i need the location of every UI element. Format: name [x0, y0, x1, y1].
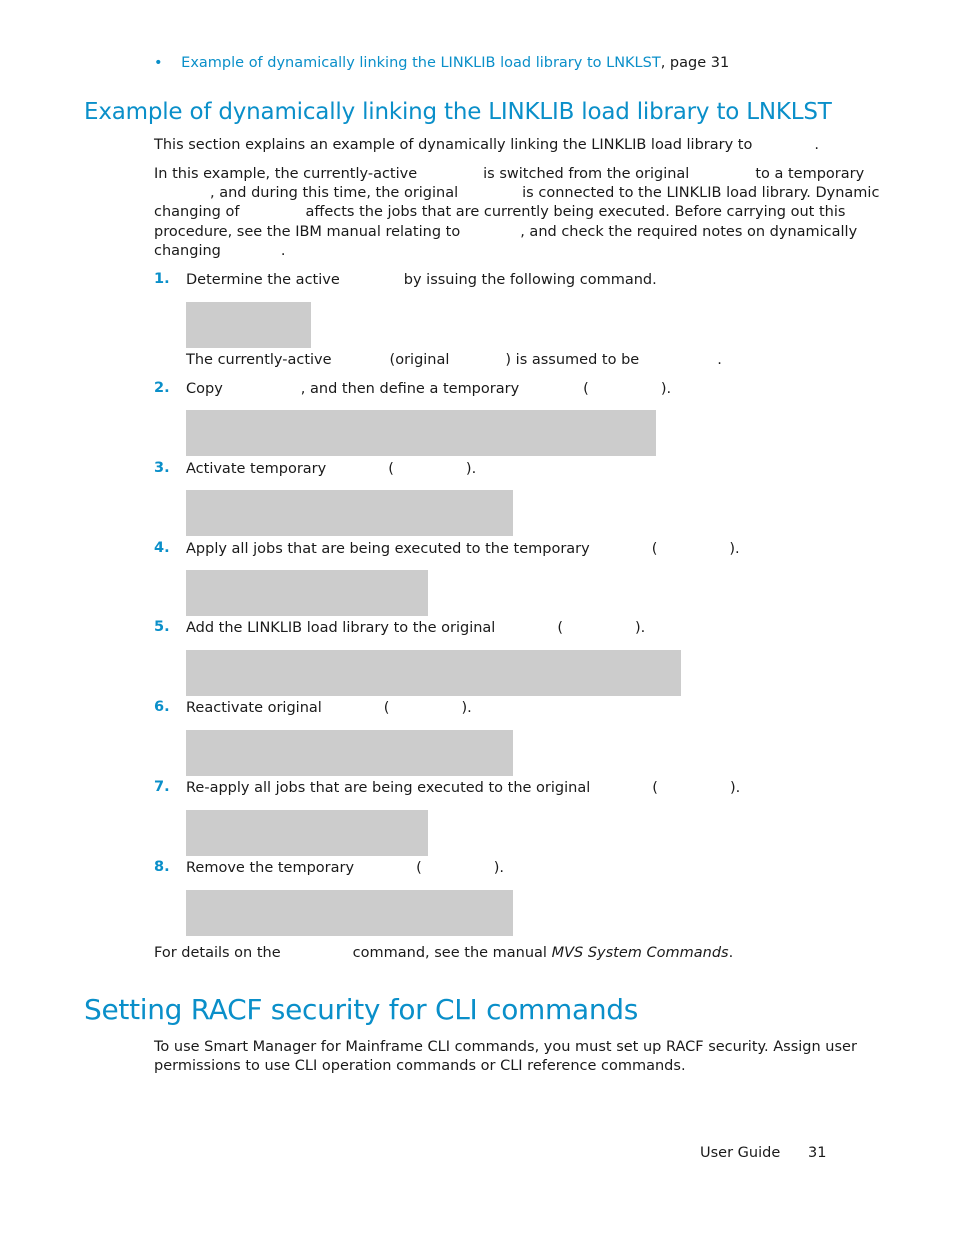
step-number: 4.: [154, 540, 170, 556]
step-text: (: [557, 620, 564, 636]
step-text: Activate temporary: [186, 461, 327, 477]
step-text: ).: [729, 541, 740, 557]
step-4-text: [186, 540, 740, 559]
step-text: ).: [461, 700, 472, 716]
code-block: [186, 570, 428, 616]
step-text: Copy: [186, 381, 223, 397]
para2-line3: [154, 203, 845, 222]
toc-page-ref: , page 31: [660, 55, 730, 71]
para2-line2: [154, 184, 879, 203]
para2-text: , and during this time, the original: [210, 185, 459, 201]
manual-title: MVS System Commands: [551, 945, 729, 961]
para2-text: changing of: [154, 204, 240, 220]
section-heading-racf: Setting RACF security for CLI commands: [84, 993, 639, 1026]
step-text: ).: [465, 461, 477, 477]
intro-paragraph: [154, 136, 819, 155]
para2-line1: [154, 165, 864, 184]
racf-line2: permissions to use CLI operation commands or CLI reference commands.: [154, 1058, 686, 1074]
details-paragraph: [154, 944, 733, 963]
step-text: ) is assumed to be: [505, 352, 640, 368]
step-number: 1.: [154, 271, 170, 287]
step-text: (: [583, 381, 589, 397]
step-text: (: [652, 780, 658, 796]
step-text: Determine the active: [186, 272, 340, 288]
step-text: Apply all jobs that are being executed to the temporary: [186, 541, 590, 557]
step-text: ).: [493, 860, 505, 876]
code-block: [186, 810, 428, 856]
step-number: 8.: [154, 859, 170, 875]
footer-page-number: 31: [808, 1145, 827, 1161]
step-1-note: [186, 351, 722, 370]
step-text: Add the LINKLIB load library to the original: [186, 620, 496, 636]
para2-text: affects the jobs that are currently being executed. Before carrying out this: [305, 204, 846, 220]
step-text: (: [416, 860, 422, 876]
step-6-text: [186, 699, 472, 718]
step-2-text: [186, 380, 671, 399]
para2-text: .: [280, 243, 286, 259]
step-7-text: [186, 779, 740, 798]
step-text: ).: [729, 780, 741, 796]
toc-link[interactable]: Example of dynamically linking the LINKLIB load library to LNKLST: [181, 55, 661, 71]
step-text: by issuing the following command.: [403, 272, 657, 288]
para2-line4: [154, 223, 857, 242]
step-text: , and then define a temporary: [300, 381, 520, 397]
toc-entry: [154, 54, 729, 73]
step-8-text: [186, 859, 504, 878]
step-number: 6.: [154, 699, 170, 715]
code-block: [186, 730, 513, 776]
step-text: The currently-active: [186, 352, 332, 368]
para2-text: to a temporary: [755, 166, 865, 182]
code-block: [186, 490, 513, 536]
para2-text: In this example, the currently-active: [154, 166, 418, 182]
racf-line1: To use Smart Manager for Mainframe CLI commands, you must set up RACF security. Assign user: [154, 1039, 857, 1055]
code-block: [186, 650, 681, 696]
step-number: 5.: [154, 619, 170, 635]
step-number: 3.: [154, 460, 170, 476]
details-text: .: [728, 945, 734, 961]
para2-text: is switched from the original: [483, 166, 690, 182]
step-text: (: [388, 461, 394, 477]
intro-text: This section explains an example of dynamically linking the LINKLIB load library to: [154, 137, 753, 153]
para2-text: changing: [154, 243, 221, 259]
step-text: Reactivate original: [186, 700, 322, 716]
intro-end: .: [814, 137, 819, 153]
step-5-text: [186, 619, 645, 638]
step-text: .: [717, 352, 722, 368]
step-text: (original: [389, 352, 450, 368]
para2-text: procedure, see the IBM manual relating to: [154, 224, 461, 240]
step-text: (: [383, 700, 390, 716]
step-text: (: [651, 541, 658, 557]
code-block: [186, 410, 656, 456]
step-text: Re-apply all jobs that are being executed to the original: [186, 780, 591, 796]
step-3-text: [186, 460, 476, 479]
para2-text: is connected to the LINKLIB load library. Dynamic: [522, 185, 880, 201]
step-1-text: [186, 271, 657, 290]
details-text: command, see the manual: [352, 945, 547, 961]
step-number: 2.: [154, 380, 170, 396]
step-text: ).: [635, 620, 646, 636]
para2-text: , and check the required notes on dynamically: [520, 224, 858, 240]
step-number: 7.: [154, 779, 170, 795]
code-block: [186, 302, 311, 348]
step-text: Remove the temporary: [186, 860, 355, 876]
code-block: [186, 890, 513, 936]
toc-bullet: •: [154, 55, 163, 71]
section-heading-linklib: Example of dynamically linking the LINKLIB load library to LNKLST: [84, 99, 832, 125]
step-text: ).: [660, 381, 672, 397]
footer-label: User Guide: [700, 1145, 781, 1161]
details-text: For details on the: [154, 945, 281, 961]
para2-line5: [154, 242, 285, 261]
